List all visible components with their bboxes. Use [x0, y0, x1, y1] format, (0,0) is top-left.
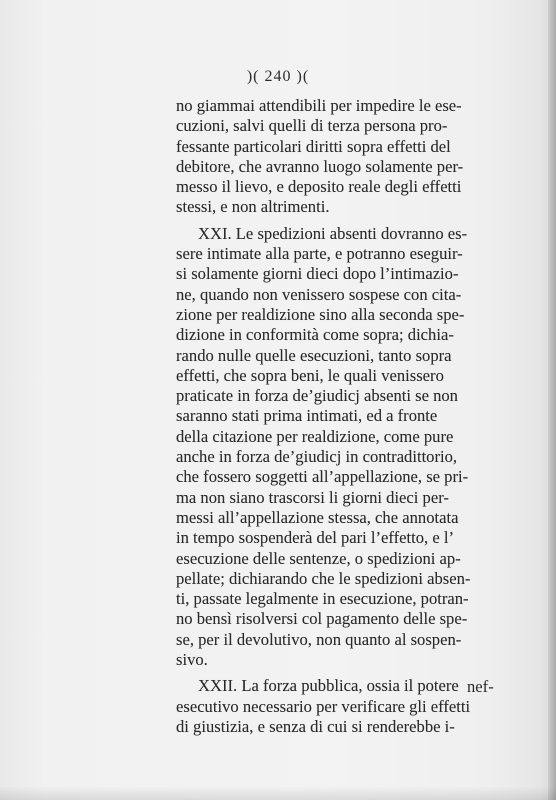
text-line: se, per il devolutivo, non quanto al sospen-: [176, 629, 462, 649]
text-line: pellate; dichiarando che le spedizioni absen-: [176, 568, 471, 588]
text-line: messi all’appellazione stessa, che annotata: [176, 507, 459, 527]
text-line: ti, passate legalmente in esecuzione, potran-: [176, 589, 469, 609]
text-line: esecuzione delle sentenze, o spedizioni ap-: [176, 548, 461, 568]
text-line: cuzioni, salvi quelli di terza persona pro-: [176, 116, 448, 136]
text-line: in tempo sospenderà del pari l’effetto, e l’: [176, 528, 455, 548]
text-line: no giammai attendibili per impedire le ese-: [176, 96, 462, 115]
text-line: si solamente giorni dieci dopo l’intimazio-: [176, 264, 459, 284]
text-line: esecutivo necessario per verificare gli effetti: [176, 696, 471, 716]
page-edge-shadow: [548, 0, 556, 800]
text-line: ne, quando non venissero sospese con cita-: [176, 284, 462, 304]
text-line: sivo.: [176, 650, 208, 670]
text-line: di giustizia, e senza di cui si renderebbe i-: [176, 716, 455, 736]
article-xxii-start: XXII. La forza pubblica, ossia il potere: [198, 676, 459, 696]
text-line: debitore, che avranno luogo solamente per-: [176, 156, 464, 176]
text-line: praticate in forza de’giudicj absenti se non: [176, 386, 458, 406]
article-xxi-start: XXI. Le spedizioni absenti dovranno es-: [198, 223, 468, 243]
text-line: sere intimate alla parte, e potranno eseguir-: [176, 244, 463, 264]
text-line: della citazione per realdizione, come pure: [176, 426, 454, 446]
text-line: no bensì risolversi col pagamento delle spe-: [176, 609, 468, 629]
text-line: rando nulle quelle esecuzioni, tanto sopra: [176, 345, 452, 365]
text-line: fessante particolari diritti sopra effetti del: [176, 136, 451, 156]
text-line: dizione in conformità come sopra; dichia-: [176, 325, 454, 345]
text-line: saranno stati prima intimati, ed a fronte: [176, 406, 438, 426]
text-line: stessi, e non altrimenti.: [176, 197, 330, 217]
text-line: che fossero soggetti all’appellazione, se pri-: [176, 467, 469, 487]
text-line: effetti, che sopra beni, le quali venissero: [176, 365, 444, 385]
page-header-number: )( 240 )(: [246, 68, 310, 85]
text-line: messo il lievo, e deposito reale degli effetti: [176, 177, 462, 197]
text-line: ma non siano trascorsi li giorni dieci per-: [176, 487, 449, 507]
catchword: nef-: [467, 677, 494, 696]
page-bottom-shadow: [0, 786, 556, 800]
body-text: [176, 96, 470, 737]
text-line: zione per realdizione sino alla seconda spe-: [176, 304, 465, 324]
text-line: anche in forza de’giudicj in contradittorio,: [176, 447, 458, 467]
